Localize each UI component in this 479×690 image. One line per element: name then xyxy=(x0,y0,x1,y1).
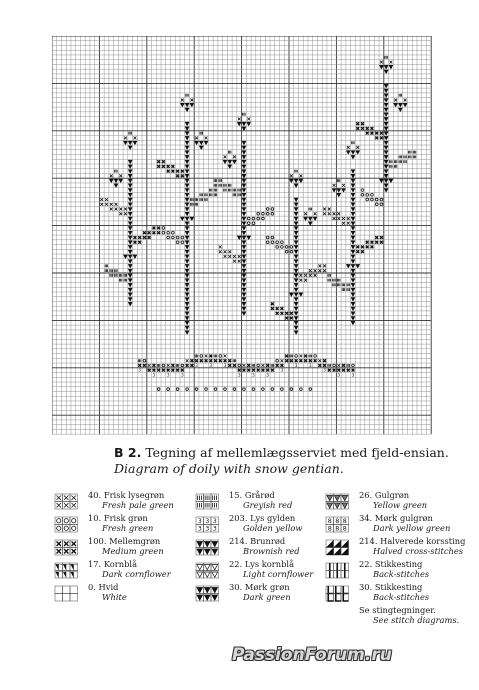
legend-thread-english: Greyish red xyxy=(243,499,293,510)
svg-text:3: 3 xyxy=(212,517,217,526)
legend-swatch-heart-dark xyxy=(193,584,221,602)
watermark: PassionForum.ru xyxy=(232,645,392,665)
svg-text:8: 8 xyxy=(335,524,340,533)
legend-thread-danish: 214. Brunrød xyxy=(229,536,286,546)
legend-text xyxy=(359,514,450,534)
svg-text:3: 3 xyxy=(166,372,170,378)
legend-text xyxy=(359,583,429,603)
svg-text:3: 3 xyxy=(223,362,227,368)
svg-text:3: 3 xyxy=(351,372,355,378)
legend-thread-danish: 203. Lys gylden xyxy=(229,513,296,523)
cross-stitch-grid xyxy=(52,36,432,436)
legend-text xyxy=(88,537,164,557)
legend-text xyxy=(229,537,300,557)
legend-thread-danish: 17. Kornblå xyxy=(88,559,138,569)
svg-text:3: 3 xyxy=(337,372,341,378)
legend-thread-danish: 22. Stikkesting xyxy=(359,559,423,569)
legend-swatch-o-small xyxy=(52,515,80,533)
legend-thread-english: Yellow green xyxy=(373,499,428,510)
legend-thread-danish: 30. Stikkesting xyxy=(359,582,423,592)
legend-thread-danish: 22. Lys kornblå xyxy=(229,559,295,569)
legend-text xyxy=(359,560,429,580)
legend-thread-english: Fresh pale green xyxy=(102,499,174,510)
legend-text xyxy=(229,583,291,603)
legend-thread-danish: 100. Mellemgrøn xyxy=(88,536,161,546)
svg-text:3: 3 xyxy=(209,362,213,368)
legend-text xyxy=(88,491,174,511)
legend-item xyxy=(323,490,428,514)
legend-thread-danish: 30. Mørk grøn xyxy=(229,582,290,592)
legend-thread-danish: 214. Halverede korssting xyxy=(359,536,466,546)
svg-text:3: 3 xyxy=(195,362,198,368)
legend-column-3 xyxy=(323,490,466,626)
svg-text:3: 3 xyxy=(266,372,269,378)
legend-thread-english: Dark cornflower xyxy=(102,568,171,579)
svg-text:3: 3 xyxy=(138,367,141,373)
legend-swatch-blank xyxy=(52,584,80,602)
svg-text:3: 3 xyxy=(197,524,202,533)
legend-item xyxy=(323,536,466,560)
svg-text:3: 3 xyxy=(212,524,217,533)
caption-english: Diagram of doily with snow gentian. xyxy=(114,461,344,476)
svg-text:8: 8 xyxy=(335,517,340,526)
legend-swatch-heart-half xyxy=(52,561,80,579)
legend-thread-english: Back-stitches xyxy=(373,568,430,579)
legend-thread-english: Brownish red xyxy=(243,545,300,556)
caption-danish xyxy=(114,445,449,460)
legend-thread-danish: 26. Gulgrøn xyxy=(359,490,410,500)
legend-swatch-heart-solid xyxy=(193,538,221,556)
legend-item xyxy=(323,582,430,606)
svg-text:3: 3 xyxy=(294,362,298,368)
legend-thread-english: Golden yellow xyxy=(243,522,303,533)
svg-text:3: 3 xyxy=(205,524,210,533)
legend-text xyxy=(359,537,465,557)
caption-danish-text: Tegning af mellemlægsserviet med fjeld-ensian. xyxy=(145,445,449,460)
legend-swatch-x-small xyxy=(52,492,80,510)
svg-text:3: 3 xyxy=(237,372,241,378)
footnote-danish: Se stingtegninger. xyxy=(359,605,436,615)
legend-text xyxy=(359,491,427,511)
legend-swatch-eights xyxy=(323,515,351,533)
legend-swatch-bars xyxy=(193,492,221,510)
svg-text:3: 3 xyxy=(280,367,284,373)
legend-swatch-back-vertical xyxy=(323,561,351,579)
legend-thread-danish: 15. Grårød xyxy=(229,490,275,500)
legend-swatch-heart-pale xyxy=(323,492,351,510)
footnote-english: See stitch diagrams. xyxy=(373,614,460,625)
legend-item xyxy=(323,559,430,583)
svg-text:3: 3 xyxy=(252,372,255,378)
legend-thread-english: Halved cross-stitches xyxy=(373,545,464,556)
legend-thread-english: Medium green xyxy=(102,545,164,556)
legend-text xyxy=(88,514,153,534)
svg-text:3: 3 xyxy=(181,372,184,378)
legend-item xyxy=(323,513,451,537)
legend-thread-danish: 10. Frisk grøn xyxy=(88,513,148,523)
legend-thread-english: Dark yellow green xyxy=(373,522,451,533)
svg-text:3: 3 xyxy=(323,367,326,373)
legend-footnote xyxy=(359,606,459,626)
svg-text:8: 8 xyxy=(327,524,332,533)
svg-text:3: 3 xyxy=(205,517,210,526)
svg-text:3: 3 xyxy=(309,362,312,368)
svg-text:8: 8 xyxy=(342,524,347,533)
legend-text xyxy=(88,560,171,580)
legend-text xyxy=(229,514,302,534)
legend-text xyxy=(229,560,313,580)
svg-text:8: 8 xyxy=(342,517,347,526)
pattern-chart xyxy=(52,36,432,436)
svg-text:8: 8 xyxy=(327,517,332,526)
legend-thread-english: Back-stitches xyxy=(373,591,430,602)
legend-swatch-heart-outline xyxy=(193,561,221,579)
legend-thread-english: White xyxy=(102,591,127,602)
legend-thread-danish: 34. Mørk gulgrøn xyxy=(359,513,433,523)
legend-thread-english: Light cornflower xyxy=(243,568,314,579)
svg-text:3: 3 xyxy=(197,517,202,526)
legend-thread-english: Dark green xyxy=(243,591,291,602)
legend-swatch-half-cross xyxy=(323,538,351,556)
figure-number: B 2. xyxy=(114,445,142,460)
svg-text:3: 3 xyxy=(152,372,156,378)
legend-thread-danish: 0. Hvid xyxy=(88,582,119,592)
legend-text xyxy=(229,491,292,511)
legend-swatch-x-bold xyxy=(52,538,80,556)
legend-swatch-three xyxy=(193,515,221,533)
legend-thread-english: Fresh green xyxy=(102,522,154,533)
legend-text xyxy=(88,583,127,603)
legend-swatch-back-bracket xyxy=(323,584,351,602)
legend-thread-danish: 40. Frisk lysegrøn xyxy=(88,490,165,500)
